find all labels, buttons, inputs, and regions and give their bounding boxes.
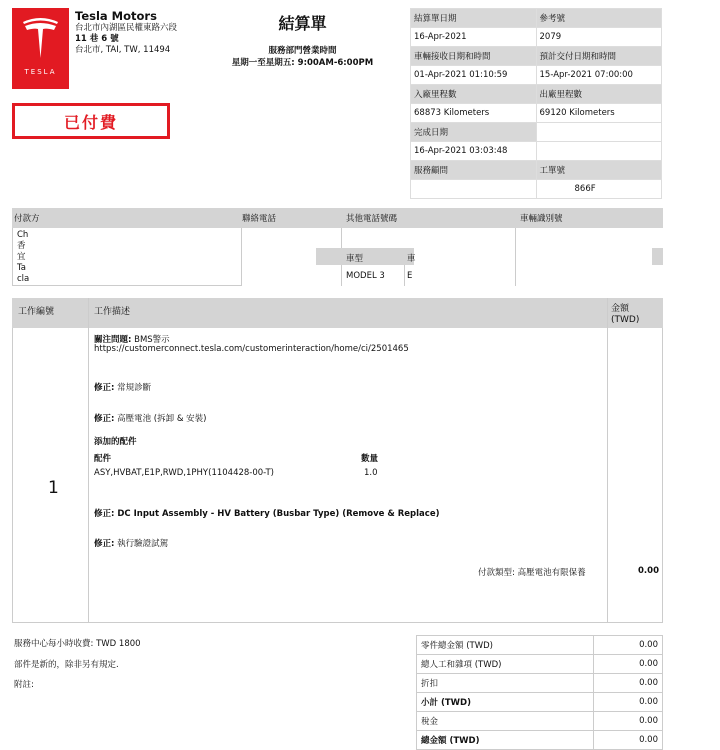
parts-column-header: 配件: [94, 454, 112, 464]
summary-label: 總人工和雜項 (TWD): [417, 655, 594, 674]
invoice-info-table: [410, 8, 662, 199]
fix-line: [94, 537, 168, 549]
info-value: 866F: [536, 180, 662, 199]
info-label: 工單號: [536, 161, 662, 180]
info-label: 參考號: [536, 9, 662, 28]
payer-line: 香: [17, 241, 26, 251]
fix-text: 高壓電池 (拆卸 & 安裝): [117, 414, 207, 424]
info-value: 68873 Kilometers: [411, 104, 537, 123]
summary-value: 0.00: [594, 655, 663, 674]
pay-type-label: 付款類型:: [478, 568, 515, 578]
payer-line: Ta: [17, 263, 26, 273]
summary-value: 0.00: [594, 731, 663, 750]
fix-line: [94, 412, 206, 424]
concern-url: https://customerconnect.tesla.com/customerinteraction/home/ci/2501465: [94, 344, 409, 354]
qty-column-header: 數量: [361, 454, 379, 464]
info-value: 2079: [536, 28, 662, 47]
model-label-2: 車: [407, 254, 416, 264]
fix-line-3: 修正: DC Input Assembly - HV Battery (Busbar Type) (Remove & Replace): [94, 509, 440, 519]
fix-line: [94, 381, 151, 393]
payer-details: [12, 228, 242, 286]
fix-label: 修正:: [94, 539, 115, 549]
model-value: MODEL 3: [346, 271, 385, 281]
parts-title: 添加的配件: [94, 437, 137, 447]
summary-value: 0.00: [594, 636, 663, 655]
info-value: 16-Apr-2021 03:03:48: [411, 142, 537, 161]
service-hours: [215, 45, 390, 69]
remarks-label: 附註:: [14, 680, 34, 690]
divider: [515, 228, 516, 286]
summary-value: 0.00: [594, 712, 663, 731]
hourly-rate: 服務中心每小時收費: TWD 1800: [14, 639, 141, 649]
summary-table: [416, 635, 663, 750]
phone-header: 聯絡電話: [242, 214, 277, 224]
payer-line: cla: [17, 274, 30, 284]
fix-label: 修正:: [94, 383, 115, 393]
info-value: [411, 180, 537, 199]
summary-label: 小計 (TWD): [417, 693, 594, 712]
summary-label: 總金額 (TWD): [417, 731, 594, 750]
info-label: 入廠里程數: [411, 85, 537, 104]
info-value: 69120 Kilometers: [536, 104, 662, 123]
payer-line: Ch: [17, 230, 29, 240]
divider: [88, 298, 89, 623]
parts-note: 部件是新的，除非另有規定.: [14, 660, 119, 670]
tesla-t-icon: [12, 8, 69, 89]
info-label: 出廠里程數: [536, 85, 662, 104]
fix-text: 常規診斷: [117, 383, 152, 393]
info-label: 預計交付日期和時間: [536, 47, 662, 66]
model-label: 車型: [346, 254, 364, 264]
info-label: [536, 123, 662, 142]
logo-wordmark: TESLA: [24, 68, 57, 76]
info-value: 01-Apr-2021 01:10:59: [411, 66, 537, 85]
pay-type-value: 高壓電池有限保養: [517, 568, 586, 578]
hours-value: 星期一至星期五: 9:00AM-6:00PM: [231, 58, 374, 68]
concern-label: 關注問題:: [94, 335, 132, 345]
part-qty: 1.0: [364, 468, 378, 478]
info-label: 車輛接收日期和時間: [411, 47, 537, 66]
vin-header: 車輛識別號: [520, 214, 563, 224]
model-value-2: E: [407, 271, 413, 281]
paid-stamp: 已付費: [12, 103, 170, 139]
fix-text: 執行驗證試駕: [117, 539, 169, 549]
job-amount: 0.00: [638, 566, 659, 576]
model-header-bar: [316, 248, 414, 265]
other-phone-header: 其他電話號碼: [346, 214, 398, 224]
fix-label: 修正:: [94, 414, 115, 424]
info-value: 15-Apr-2021 07:00:00: [536, 66, 662, 85]
tesla-logo: [12, 8, 69, 89]
summary-label: 零件總金額 (TWD): [417, 636, 594, 655]
payer-line: 宜: [17, 252, 26, 262]
info-value: 16-Apr-2021: [411, 28, 537, 47]
part-name: ASY,HVBAT,E1P,RWD,1PHY(1104428-00-T): [94, 468, 274, 478]
address-line-3: 台北市, TAI, TW, 11494: [75, 45, 171, 55]
address-line-2: 11 巷 6 號: [75, 34, 119, 44]
job-number: 1: [48, 478, 59, 498]
info-value: [536, 142, 662, 161]
pay-type: [478, 566, 586, 578]
summary-value: 0.00: [594, 674, 663, 693]
summary-label: 稅金: [417, 712, 594, 731]
concern-text: BMS警示: [134, 335, 170, 345]
payer-header: 付款方: [14, 214, 40, 224]
divider: [607, 298, 608, 623]
model-header-bar: [652, 248, 663, 265]
summary-label: 折扣: [417, 674, 594, 693]
job-desc-header: 工作描述: [94, 307, 131, 317]
info-label: 結算單日期: [411, 9, 537, 28]
info-label: 完成日期: [411, 123, 537, 142]
payer-header-bar: [12, 208, 663, 228]
job-number-header: 工作編號: [18, 307, 55, 317]
hours-title: 服務部門營業時間: [268, 46, 337, 56]
company-name: Tesla Motors: [75, 9, 157, 23]
info-label: 服務顧問: [411, 161, 537, 180]
job-table-header: [12, 298, 663, 328]
address-line-1: 台北市內湖區民權東路六段: [75, 23, 178, 33]
company-block: [75, 9, 215, 56]
document-title: 結算單: [278, 14, 327, 33]
job-amount-header: 金額 (TWD): [611, 304, 640, 325]
summary-value: 0.00: [594, 693, 663, 712]
